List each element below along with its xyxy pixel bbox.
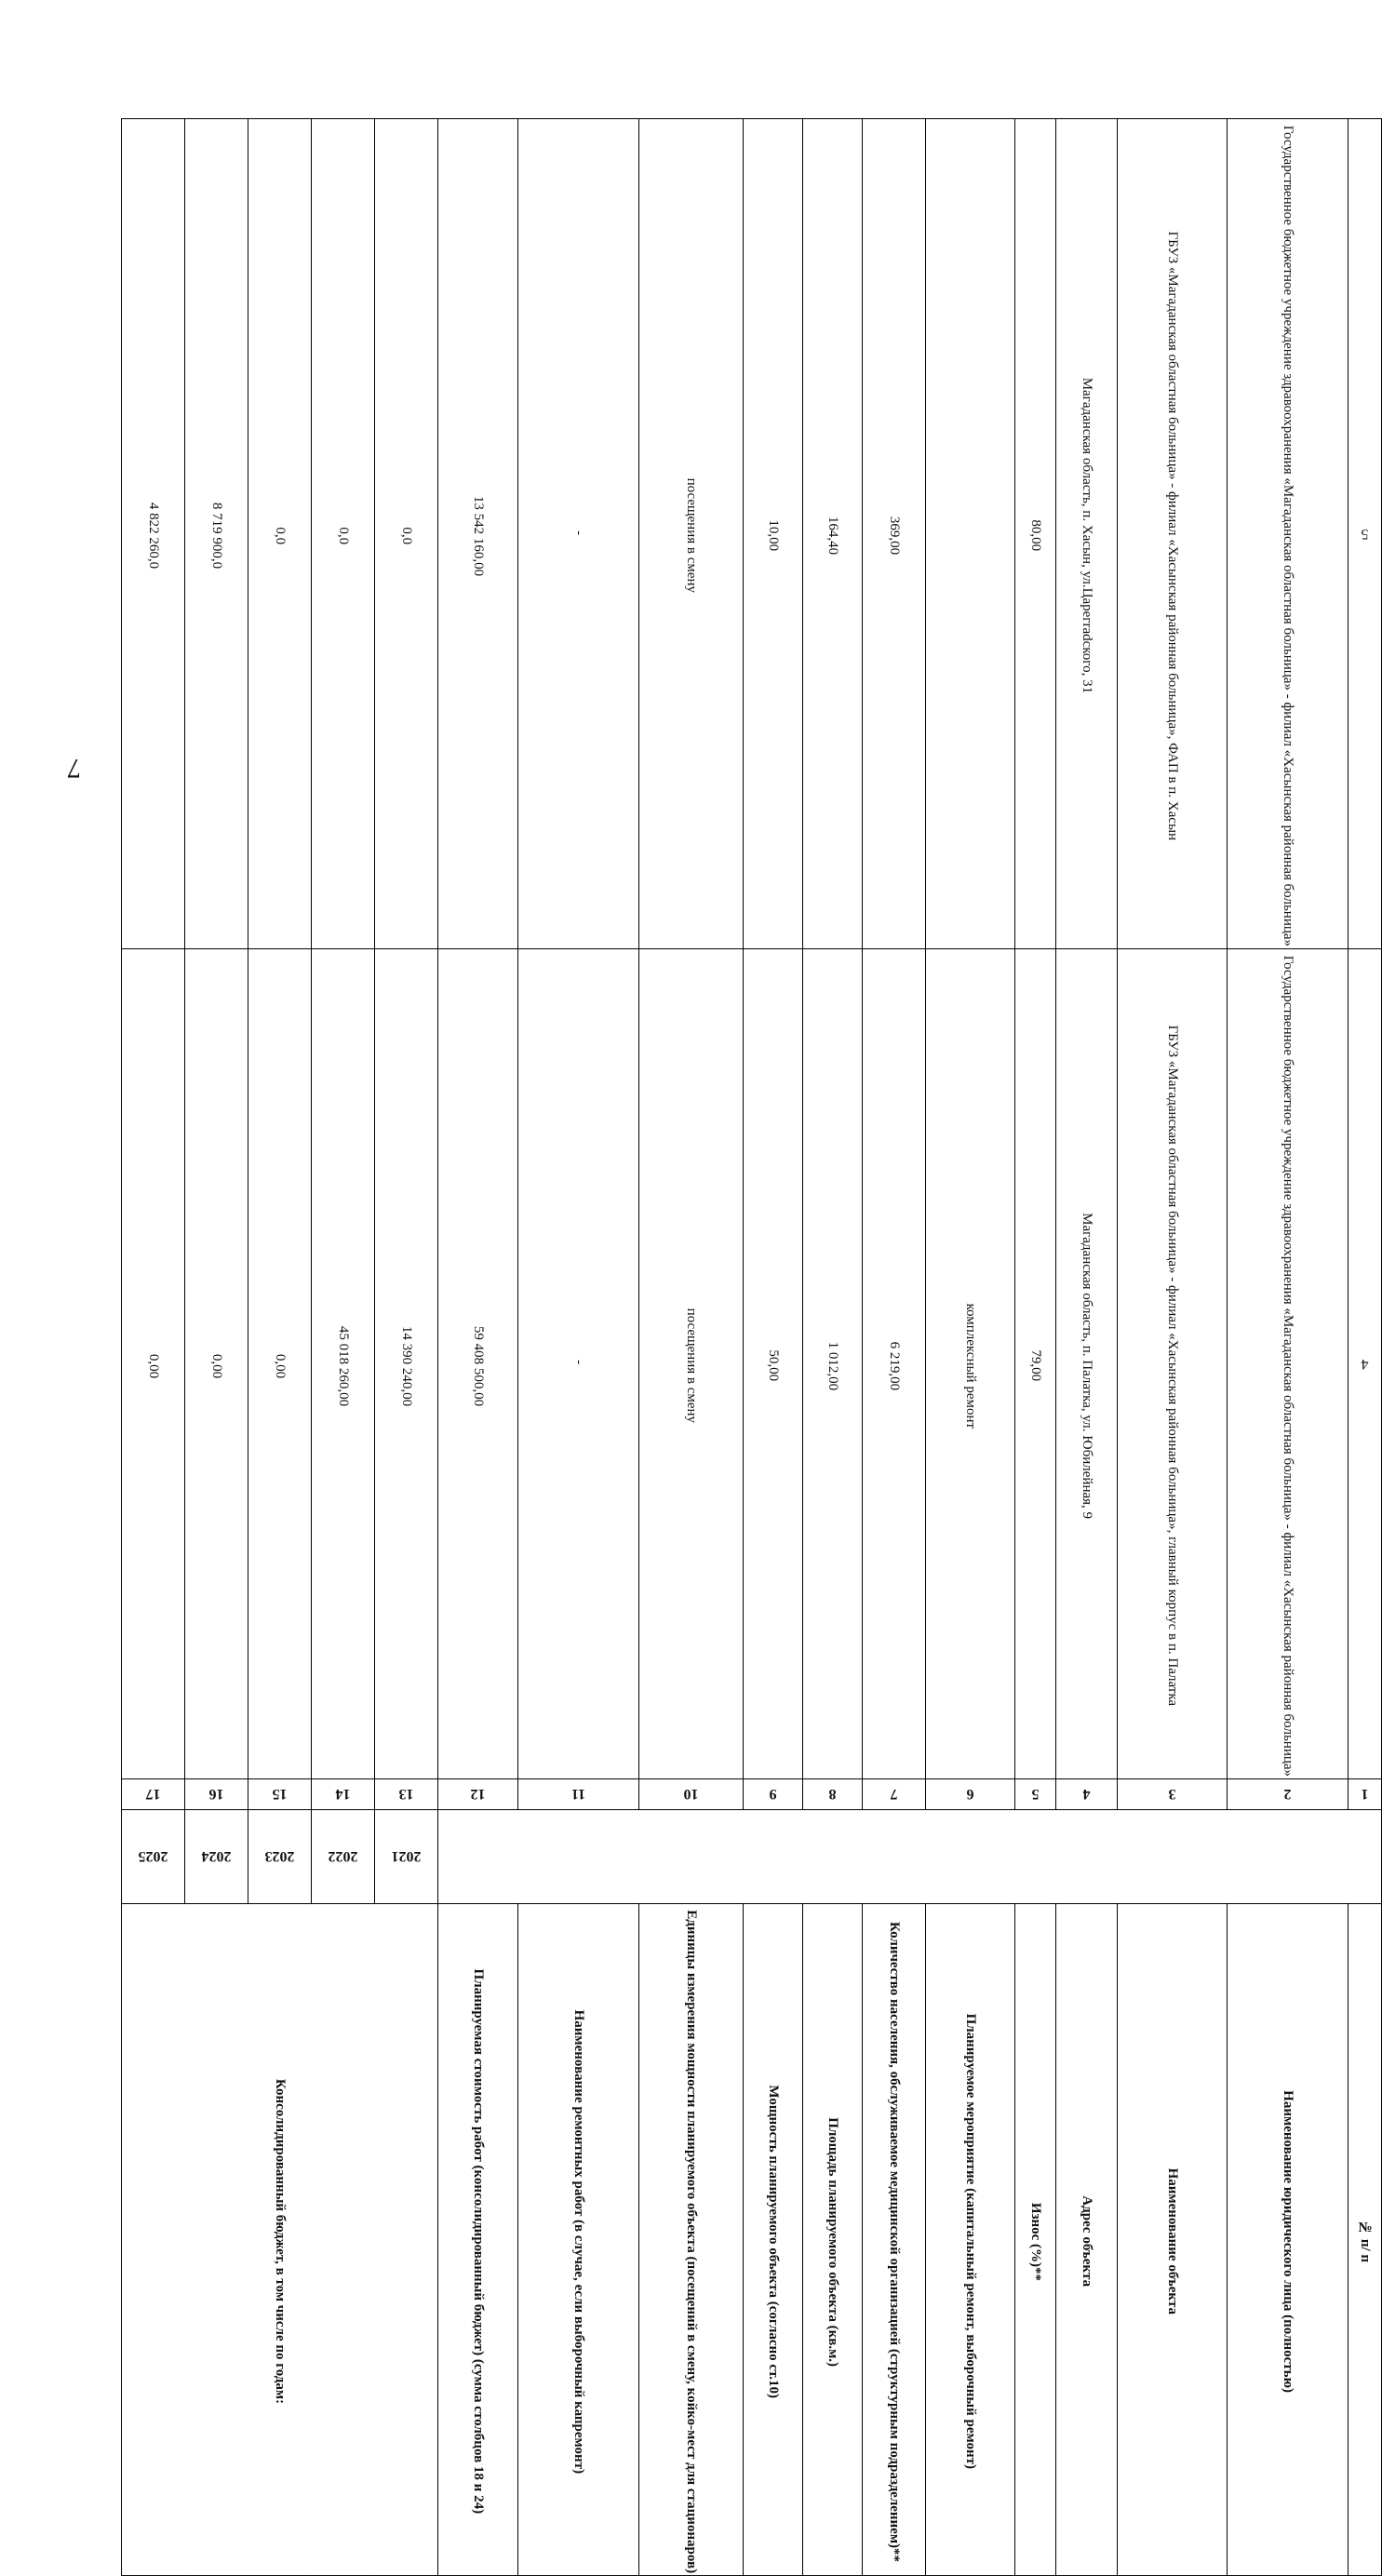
col-num-1: 1 <box>1348 1778 1382 1809</box>
col-header-6: Планируемое мероприятие (капитальный ремонт, выборочный ремонт) <box>926 1903 1015 2575</box>
population: 369,00 <box>863 119 926 949</box>
col-num-7: 7 <box>863 1778 926 1809</box>
col-num-9: 9 <box>744 1778 803 1809</box>
header-row <box>122 1903 1382 2575</box>
entity-name: Государственное бюджетное учреждение здравоохранения «Магаданская областная больница» - филиал «Хасынская районная больница» <box>1228 948 1348 1778</box>
capital-repair-table <box>121 118 1382 2576</box>
wear-percent: 79,00 <box>1015 948 1056 1778</box>
col-num-5: 5 <box>1015 1778 1056 1809</box>
area: 164,40 <box>803 119 863 949</box>
budget-2024: 8 719 900,0 <box>185 119 248 949</box>
col-header-7: Количество населения, обслуживаемое медицинской организацией (структурным подразделением)** <box>863 1903 926 2575</box>
col-num-11: 11 <box>518 1778 639 1809</box>
col-num-12: 12 <box>438 1778 518 1809</box>
budget-2025: 0,00 <box>122 948 185 1778</box>
budget-2024: 0,00 <box>185 948 248 1778</box>
col-num-17: 17 <box>122 1778 185 1809</box>
planned-measure <box>926 119 1015 949</box>
budget-2021: 0,0 <box>375 119 438 949</box>
repair-works: - <box>518 948 639 1778</box>
col-num-14: 14 <box>312 1778 375 1809</box>
budget-2022: 0,0 <box>312 119 375 949</box>
col-num-8: 8 <box>803 1778 863 1809</box>
year-2025: 2025 <box>122 1809 185 1903</box>
column-number-row <box>122 1778 1382 1809</box>
col-header-9: Мощность планируемого объекта (согласно ст.10) <box>744 1903 803 2575</box>
capacity: 10,00 <box>744 119 803 949</box>
row-number: 5 <box>1348 119 1382 949</box>
planned-cost: 59 408 500,00 <box>438 948 518 1778</box>
object-name: ГБУЗ «Магаданская областная больница» - филиал «Хасынская районная больница», ФАП в п. Хасын <box>1118 119 1228 949</box>
budget-group-header: Консолидированный бюджет, в том числе по годам: <box>122 1903 438 2575</box>
wear-percent: 80,00 <box>1015 119 1056 949</box>
col-num-13: 13 <box>375 1778 438 1809</box>
col-num-10: 10 <box>639 1778 744 1809</box>
planned-cost: 13 542 160,00 <box>438 119 518 949</box>
capacity-unit: посещения в смену <box>639 948 744 1778</box>
year-row-spacer <box>438 1809 1382 1903</box>
budget-2021: 14 390 240,00 <box>375 948 438 1778</box>
table-row <box>122 119 1382 949</box>
planned-measure: комплексный ремонт <box>926 948 1015 1778</box>
repair-works: - <box>518 119 639 949</box>
area: 1 012,00 <box>803 948 863 1778</box>
col-header-4: Адрес объекта <box>1056 1903 1118 2575</box>
col-num-4: 4 <box>1056 1778 1118 1809</box>
object-name: ГБУЗ «Магаданская областная больница» - филиал «Хасынская районная больница», главный корпус в п. Палатка <box>1118 948 1228 1778</box>
col-num-2: 2 <box>1228 1778 1348 1809</box>
col-header-8: Площадь планируемого объекта (кв.м.) <box>803 1903 863 2575</box>
year-2023: 2023 <box>248 1809 312 1903</box>
year-2024: 2024 <box>185 1809 248 1903</box>
budget-2022: 45 018 260,00 <box>312 948 375 1778</box>
year-2021: 2021 <box>375 1809 438 1903</box>
col-num-15: 15 <box>248 1778 312 1809</box>
capacity: 50,00 <box>744 948 803 1778</box>
capacity-unit: посещения в смену <box>639 119 744 949</box>
budget-2023: 0,0 <box>248 119 312 949</box>
col-header-10: Единицы измерения мощности планируемого объекта (посещений в смену, койко-мест для стационаров) <box>639 1903 744 2575</box>
entity-name: Государственное бюджетное учреждение здравоохранения «Магаданская областная больница» - филиал «Хасынская районная больница» <box>1228 119 1348 949</box>
year-2022: 2022 <box>312 1809 375 1903</box>
col-header-5: Износ (%)** <box>1015 1903 1056 2575</box>
col-header-12: Планируемая стоимость работ (консолидированный бюджет) (сумма столбцов 18 и 24) <box>438 1903 518 2575</box>
object-address: Магаданская область, п. Палатка, ул. Юбилейная, 9 <box>1056 948 1118 1778</box>
col-num-6: 6 <box>926 1778 1015 1809</box>
row-number: 4 <box>1348 948 1382 1778</box>
page-number: 7 <box>67 753 81 784</box>
col-header-2: Наименование юридического лица (полностью) <box>1228 1903 1348 2575</box>
col-header-3: Наименование объекта <box>1118 1903 1228 2575</box>
object-address: Магаданская область, п. Хасын, ул.Царегradского, 31 <box>1056 119 1118 949</box>
col-header-11: Наименование ремонтных работ (в случае, если выборочный капремонт) <box>518 1903 639 2575</box>
population: 6 219,00 <box>863 948 926 1778</box>
table-row <box>122 948 1382 1778</box>
budget-2023: 0,00 <box>248 948 312 1778</box>
col-num-3: 3 <box>1118 1778 1228 1809</box>
col-header-1: № п/ п <box>1348 1903 1382 2575</box>
year-row <box>122 1809 1382 1903</box>
budget-2025: 4 822 260,0 <box>122 119 185 949</box>
col-num-16: 16 <box>185 1778 248 1809</box>
